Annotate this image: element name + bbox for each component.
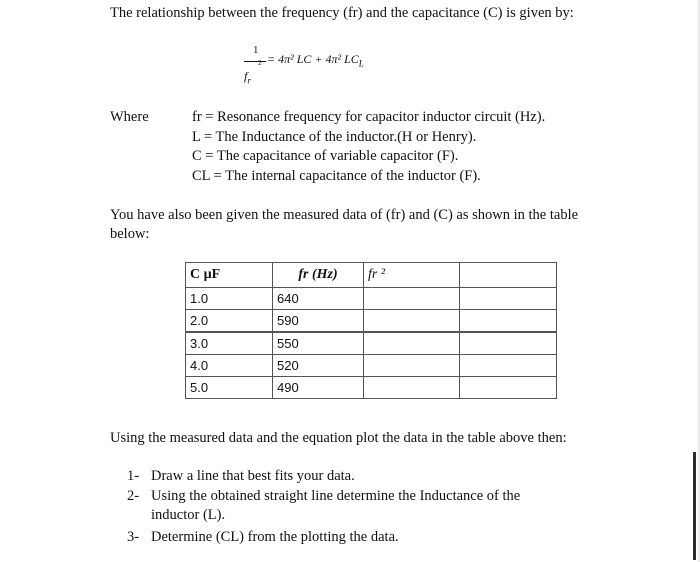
cell-frequency: 640 xyxy=(273,288,364,310)
step-number: 1- xyxy=(127,468,140,484)
cell-frequency: 550 xyxy=(273,332,364,355)
table-row xyxy=(186,355,557,377)
cell-frequency: 520 xyxy=(273,355,364,377)
cell-empty xyxy=(460,288,557,310)
cell-frequency-squared xyxy=(364,288,460,310)
cell-empty xyxy=(460,310,557,333)
scrollbar-thumb[interactable] xyxy=(693,452,696,560)
cell-frequency-squared xyxy=(364,377,460,399)
table-row xyxy=(186,332,557,355)
definition-c: C = The capacitance of variable capacitor (F). xyxy=(192,148,459,165)
cell-frequency: 490 xyxy=(273,377,364,399)
header-capacitance: C µF xyxy=(186,263,273,288)
equation-denominator: $f_r$ xyxy=(244,69,251,86)
cell-empty xyxy=(460,332,557,355)
header-frequency-squared: fr ² xyxy=(364,263,460,288)
cell-capacitance: 1.0 xyxy=(186,288,273,310)
definitions-list xyxy=(192,108,612,186)
definition-l: L = The Inductance of the inductor.(H or Henry). xyxy=(192,128,477,145)
header-empty xyxy=(460,263,557,288)
step-number: 3- xyxy=(127,529,140,545)
cell-frequency-squared xyxy=(364,332,460,355)
equation-power: 2 xyxy=(258,59,262,67)
step-text: Determine (CL) from the plotting the data. xyxy=(151,529,399,545)
page-edge-shadow xyxy=(696,0,700,562)
header-frequency: fr (Hz) xyxy=(273,263,364,288)
intro-paragraph: The relationship between the frequency (fr) and the capacitance (C) is given by: xyxy=(110,5,574,21)
table-row xyxy=(186,288,557,310)
task-intro-paragraph: Using the measured data and the equation plot the data in the table above then: xyxy=(110,430,567,446)
measurement-table xyxy=(185,262,557,399)
list-item xyxy=(127,467,567,486)
cell-capacitance: 5.0 xyxy=(186,377,273,399)
list-item xyxy=(127,487,567,525)
definition-cl: CL = The internal capacitance of the inductor (F). xyxy=(192,167,481,184)
step-text: Using the obtained straight line determine the Inductance of the inductor (L). xyxy=(151,488,521,523)
cell-capacitance: 4.0 xyxy=(186,355,273,377)
where-label: Where xyxy=(110,109,149,125)
table-row xyxy=(186,310,557,333)
cell-empty xyxy=(460,377,557,399)
equation-rhs: = 4π² LC + 4π² $LC_L$ xyxy=(267,52,364,69)
cell-frequency-squared xyxy=(364,355,460,377)
step-number: 2- xyxy=(127,488,140,504)
table-row xyxy=(186,377,557,399)
steps-list xyxy=(127,467,567,548)
cell-frequency-squared xyxy=(364,310,460,333)
cell-frequency: 590 xyxy=(273,310,364,333)
list-item xyxy=(127,528,567,547)
resonance-equation xyxy=(236,44,416,90)
equation-numerator: 1 xyxy=(253,44,259,56)
cell-empty xyxy=(460,355,557,377)
step-text: Draw a line that best fits your data. xyxy=(151,468,355,484)
definition-fr: fr = Resonance frequency for capacitor inductor circuit (Hz). xyxy=(192,109,546,125)
fraction-bar xyxy=(244,61,266,62)
given-paragraph: You have also been given the measured data of (fr) and (C) as shown in the table below: xyxy=(110,207,579,242)
cell-capacitance: 2.0 xyxy=(186,310,273,333)
cell-capacitance: 3.0 xyxy=(186,332,273,355)
table-header-row xyxy=(186,263,557,288)
